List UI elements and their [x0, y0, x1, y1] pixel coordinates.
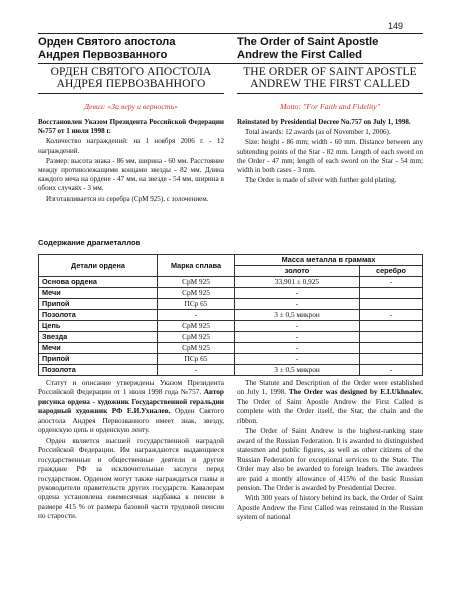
cell-gold: 3 ± 0,5 микрон	[235, 310, 360, 321]
header-gold: золото	[235, 266, 360, 277]
cell-alloy: СрМ 925	[158, 343, 235, 354]
cell-part: Основа ордена	[39, 277, 158, 288]
page-header	[38, 33, 423, 64]
cell-alloy: СрМ 925	[158, 277, 235, 288]
cell-silver: -	[360, 310, 423, 321]
table-row	[39, 277, 423, 288]
paragraph: Количество награждений: на 1 ноября 2006 г. - 12 награждений.	[38, 137, 224, 155]
cell-alloy: ПСр 65	[158, 354, 235, 365]
cell-silver: -	[360, 365, 423, 376]
table-row	[39, 354, 423, 365]
cell-alloy: -	[158, 365, 235, 376]
paragraph: Size: height - 86 mm; width - 60 mm. Distance between any subtending points of the Star - 82 mm. Length of each sword on the Order - 47 mm; length of each sword on the Star - 54 mm; width in both cases - 3 mm.	[237, 138, 423, 175]
cell-silver	[360, 288, 423, 299]
table-header-row	[39, 255, 423, 266]
table-row	[39, 343, 423, 354]
cell-alloy: ПСр 65	[158, 299, 235, 310]
cell-part: Припой	[39, 299, 158, 310]
cell-silver: -	[360, 277, 423, 288]
section-title-en	[237, 66, 423, 94]
table-row	[39, 288, 423, 299]
statute-text-ru	[38, 378, 224, 521]
table-row	[39, 321, 423, 332]
table-title: Содержание драгметаллов	[38, 238, 141, 247]
paragraph	[38, 378, 224, 435]
header-mass: Масса металла в граммах	[235, 255, 423, 266]
designer-credit-en: The Order was designed by E.I.Ukhnalev.	[288, 387, 423, 397]
header-part: Детали ордена	[39, 255, 158, 277]
header-title-en-line2: Andrew the First Called	[237, 49, 362, 61]
motto-en: Motto: "For Faith and Fidelity"	[279, 102, 381, 111]
cell-gold: -	[235, 343, 360, 354]
cell-alloy: СрМ 925	[158, 332, 235, 343]
cell-part: Цепь	[39, 321, 158, 332]
text-span: The Statute and Description of the Order were established on July 1, 1998.	[237, 378, 423, 397]
cell-gold: -	[235, 354, 360, 365]
cell-gold: -	[235, 299, 360, 310]
cell-alloy: СрМ 925	[158, 321, 235, 332]
cell-silver	[360, 343, 423, 354]
table-row	[39, 365, 423, 376]
precious-metals-table	[38, 254, 423, 376]
cell-gold: -	[235, 288, 360, 299]
paragraph: Reinstated by Presidential Decree No.757 on July 1, 1998.	[237, 118, 411, 126]
page-number: 149	[387, 21, 403, 31]
cell-part: Звезда	[39, 332, 158, 343]
header-title-ru	[38, 36, 224, 62]
paragraph: The Order is made of silver with further gold plating.	[245, 176, 397, 185]
text-span: The Order of Saint Apostle Andrew the First Called is complete with the Order itself, the Star, the chain and the ribbon.	[237, 396, 423, 425]
statute-section	[38, 378, 423, 523]
section-title-en-line1: THE ORDER OF SAINT APOSTLE	[243, 66, 417, 78]
paragraph	[237, 378, 423, 425]
statute-column-en	[237, 378, 423, 523]
intro-column-en	[237, 66, 423, 205]
paragraph: Изготавливается из серебра (СрМ 925), с золочением.	[46, 194, 209, 203]
cell-alloy: -	[158, 310, 235, 321]
paragraph: Размер: высота знака - 86 мм, ширина - 60 мм. Расстояние между противолежащими концами звезды - 82 мм. Длина каждого меча на ордене - 47 мм, на звезде - 54 мм, ширина в обоих случаях - 3 мм.	[38, 156, 224, 193]
intro-column-ru	[38, 66, 224, 205]
text-span: Статут и описание утверждены Указом Президента Российской Федерации от 1 июля 1998 года №757.	[38, 378, 224, 397]
header-silver: серебро	[360, 266, 423, 277]
motto-ru: Девиз: «За веру и верность»	[84, 102, 178, 111]
section-title-en-line2: ANDREW THE FIRST CALLED	[250, 78, 410, 90]
statute-column-ru	[38, 378, 224, 523]
paragraph: Орден является высшей государственной наградой Российской Федерации. Им награждаются выдающиеся государственные и общественные деятели и другие граждане РФ за исключительные заслуги перед государством. Орденом могут также награждаться главы и руководители правительств других государств. Кавалерам ордена установлена ежемесячная надбавка к пенсии в размере 415 % от размера базовой части трудовой пенсии по старости.	[38, 435, 224, 521]
intro-text-ru	[38, 118, 224, 204]
table-row	[39, 310, 423, 321]
section-title-ru-line1: ОРДЕН СВЯТОГО АПОСТОЛА	[50, 66, 212, 78]
cell-part: Позолота	[39, 310, 158, 321]
statute-text-en	[237, 378, 423, 522]
intro-section	[38, 66, 423, 205]
paragraph: Восстановлен Указом Президента Российской Федерации №757 от 1 июля 1998 г.	[38, 118, 224, 136]
paragraph: Total awards: 12 awards (as of November 1, 2006).	[245, 128, 391, 137]
header-title-en	[224, 36, 423, 62]
cell-silver	[360, 354, 423, 365]
text-span: Орден Святого апостола Андрея Первозванного имеет знак, звезду, орденскую цепь и орденскую ленту.	[38, 406, 224, 435]
cell-silver	[360, 299, 423, 310]
table-row	[39, 299, 423, 310]
header-title-ru-line1: Орден Святого апостола	[38, 36, 176, 48]
cell-silver	[360, 321, 423, 332]
header-title-ru-line2: Андрея Первозванного	[38, 49, 168, 61]
cell-silver	[360, 332, 423, 343]
cell-part: Припой	[39, 354, 158, 365]
cell-part: Мечи	[39, 288, 158, 299]
cell-gold: -	[235, 321, 360, 332]
designer-credit-ru: Автор рисунка ордена - художник Государственной геральдии народный художник РФ Е.И.Ухналев.	[38, 387, 224, 416]
header-alloy: Марка сплава	[158, 255, 235, 277]
paragraph: The Order of Saint Andrew is the highest-ranking state award of the Russian Federation. It is awarded to distinguished statesmen and public figures, as well as other citizens of the Russian Federation for exceptional services to the State. The Order may also be awarded to foreign leaders. The awardees are paid a montly allowance of 415% of the basic Russian pension. The Order is awarded by Presidential Decree.	[237, 426, 423, 492]
paragraph: With 300 years of history behind its back, the Order of Saint Apostle Andrew the First Called was reinstated in the Russian system of national	[237, 493, 423, 522]
cell-part: Мечи	[39, 343, 158, 354]
section-title-ru-line2: АНДРЕЯ ПЕРВОЗВАННОГО	[56, 78, 206, 90]
header-title-en-line1: The Order of Saint Apostle	[237, 36, 379, 48]
cell-alloy: СрМ 925	[158, 288, 235, 299]
cell-gold: 3 ± 0,5 микрон	[235, 365, 360, 376]
intro-text-en	[237, 118, 423, 185]
section-title-ru	[38, 66, 224, 94]
cell-gold: -	[235, 332, 360, 343]
cell-gold: 33,901 ± 0,925	[235, 277, 360, 288]
table-row	[39, 332, 423, 343]
cell-part: Позолота	[39, 365, 158, 376]
